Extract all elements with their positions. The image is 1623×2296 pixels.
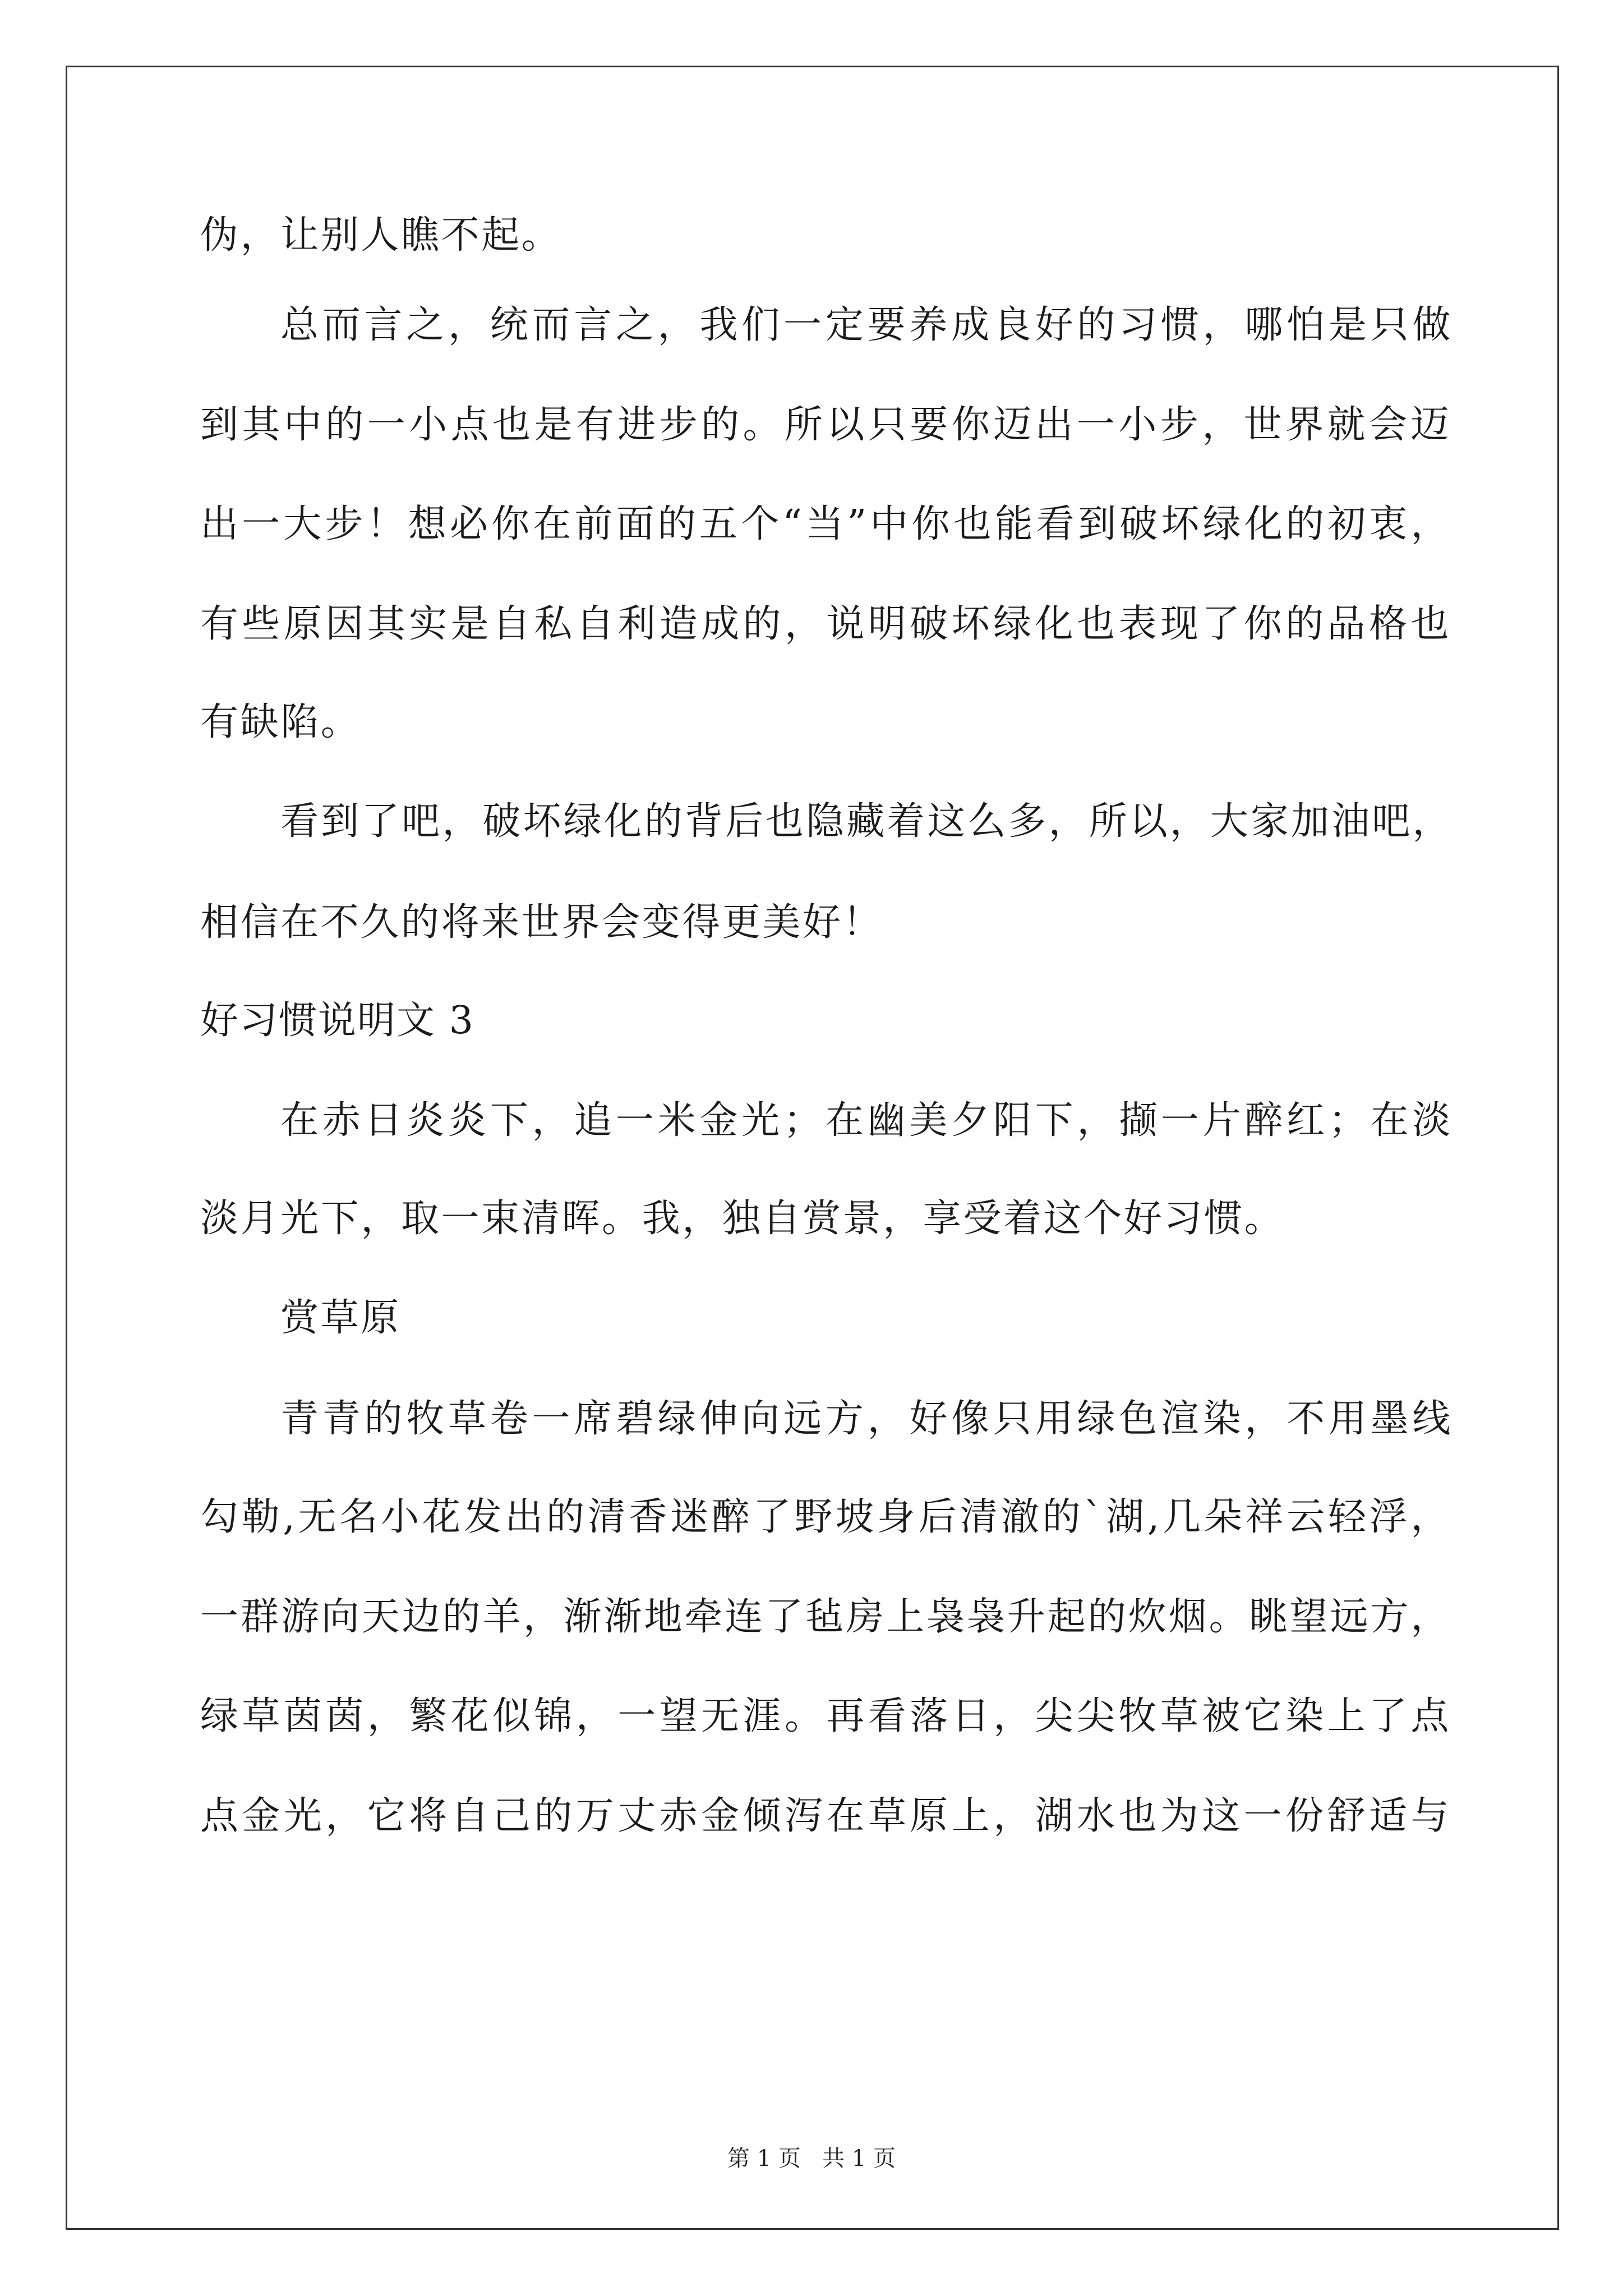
body-line: 青青的牧草卷一席碧绿伸向远方，好像只用绿色渲染，不用墨线 bbox=[280, 1397, 1453, 1441]
page-border bbox=[66, 66, 1559, 2230]
body-line: 有些原因其实是自私自利造成的，说明破坏绿化也表现了你的品格也 bbox=[200, 602, 1451, 646]
body-line: 绿草茵茵，繁花似锦，一望无涯。再看落日，尖尖牧草被它染上了点 bbox=[200, 1694, 1451, 1738]
body-line: 出一大步！想必你在前面的五个“当”中你也能看到破坏绿化的初衷， bbox=[200, 502, 1451, 546]
body-line: 淡月光下，取一束清晖。我，独自赏景，享受着这个好习惯。 bbox=[200, 1197, 1285, 1241]
body-line: 在赤日炎炎下，追一米金光；在幽美夕阳下，撷一片醉红；在淡 bbox=[280, 1098, 1453, 1143]
body-line: 点金光，它将自己的万丈赤金倾泻在草原上，湖水也为这一份舒适与 bbox=[200, 1794, 1451, 1838]
section-heading: 好习惯说明文 3 bbox=[200, 999, 474, 1043]
page-number-footer: 第 1 页 共 1 页 bbox=[727, 2146, 896, 2171]
body-line: 有缺陷。 bbox=[200, 700, 361, 744]
body-line: 到其中的一小点也是有进步的。所以只要你迈出一小步，世界就会迈 bbox=[200, 403, 1451, 447]
body-line: 总而言之，统而言之，我们一定要养成良好的习惯，哪怕是只做 bbox=[280, 303, 1453, 347]
body-line: 相信在不久的将来世界会变得更美好！ bbox=[200, 900, 883, 945]
body-line: 看到了吧，破坏绿化的背后也隐藏着这么多，所以，大家加油吧， bbox=[280, 799, 1453, 844]
body-line: 一群游向天边的羊，渐渐地牵连了毡房上袅袅升起的炊烟。眺望远方， bbox=[200, 1595, 1451, 1639]
body-line: 伪，让别人瞧不起。 bbox=[200, 213, 562, 257]
subheading: 赏草原 bbox=[280, 1296, 401, 1340]
body-line: 勾勒,无名小花发出的清香迷醉了野坡身后清澈的`湖,几朵祥云轻浮， bbox=[200, 1495, 1451, 1539]
